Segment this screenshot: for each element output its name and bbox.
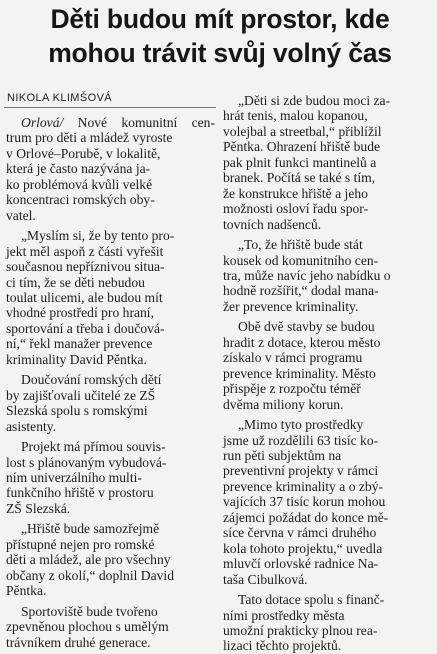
text-line: kriminality David Pěntka. (6, 351, 147, 367)
text-line: taša Cibulková. (223, 571, 308, 587)
headline-line-2: mohou trávit svůj volný čas (48, 38, 392, 68)
text-line: získalo v rámci programu (223, 350, 363, 366)
text-line: síce června v rámci druhého (223, 525, 377, 541)
byline-divider (4, 107, 216, 108)
dateline-place: Orlová/ (21, 115, 64, 130)
text-line: občany z okolí,“ doplnil David (6, 567, 174, 583)
text-line: prevence kriminality a o zbý- (223, 478, 384, 494)
text-line: hrát tenis, malou kopanou, (223, 108, 368, 124)
text-line: Pěntka. Ohrazení hřiště bude (223, 139, 381, 155)
text-line: ními prostředky města (223, 607, 345, 623)
paragraph (6, 228, 215, 367)
text-line: by zajišťovali učitelé ze ZŠ (6, 387, 156, 403)
paragraph (6, 604, 215, 650)
paragraph (223, 237, 432, 314)
text-line: ko problémová kvůli velké (6, 176, 153, 192)
author-byline: NIKOLA KLIMŠOVÁ (7, 92, 113, 104)
text-line: přispěje z rozpočtu téměř (223, 381, 361, 397)
text-line: trávníkem druhé generace. (6, 634, 151, 650)
text-line: Sportoviště bude tvořeno (21, 603, 158, 619)
text-line: že konstrukce hřiště a jeho (223, 185, 368, 201)
text-line: trum pro děti a mládež vyroste (6, 130, 173, 146)
paragraph (223, 592, 432, 654)
headline-line-1: Děti budou mít prostor, kde (50, 4, 390, 34)
paragraph (223, 93, 432, 232)
text-line: ZŠ Slezská. (6, 500, 71, 516)
article-column-left (6, 115, 215, 650)
paragraph (6, 115, 215, 223)
text-line: „Myslím si, že by tento pro- (21, 228, 175, 244)
text-line: dvěma miliony korun. (223, 396, 344, 412)
text-line: jsme už rozdělili 63 tisíc ko- (223, 432, 379, 448)
text-line: jekt měl aspoň z části vyřešit (6, 243, 164, 259)
text-line: v Orlové–Porubě, v lokalitě, (6, 145, 161, 161)
text-line: toulat ulicemi, ale budou mít (6, 289, 163, 305)
text-line: zpevněnou plochou s umělým (6, 619, 169, 635)
text-line: vajících 37 tisíc korun mohou (223, 494, 386, 510)
paragraph (6, 521, 215, 598)
text-line: koncentraci romských oby- (6, 192, 155, 208)
text-line: „To, že hřiště bude stát (238, 237, 363, 253)
text-line: lost s plánovaným vybudová- (6, 454, 167, 470)
article-headline (8, 2, 432, 70)
text-line: „Hřiště bude samozřejmě (21, 521, 160, 537)
text-line: ní,“ řekl manažer prevence (6, 336, 153, 352)
text-line: vhodné prostředí pro hraní, (6, 305, 154, 321)
text-line: tovních nadšenců. (223, 216, 322, 232)
text-line: zájemci požádat do konce mě- (223, 509, 389, 525)
text-line: prevence kriminality. Město (223, 365, 376, 381)
text-line: Slezská spolu s romskými (6, 403, 148, 419)
paragraph (6, 439, 215, 516)
text-line: asistenty. (6, 418, 57, 434)
text-line: Obě dvě stavby se budou (238, 319, 375, 335)
text-line: volejbal a streetbal,“ přiblížil (223, 123, 382, 139)
text-line: run pěti subjektům na (223, 447, 342, 463)
article-column-right (223, 93, 432, 654)
text-line: současnou nepříznivou situa- (6, 259, 165, 275)
text-line: kousek od komunitního cen- (223, 252, 379, 268)
text-line: děti a mládež, ale pro všechny (6, 552, 171, 568)
paragraph (223, 417, 432, 587)
text-line: „Mimo tyto prostředky (238, 417, 364, 433)
text-line: Tato dotace spolu s finanč- (238, 592, 385, 608)
text-line: ním univerzálního multi- (6, 469, 142, 485)
text-line: žer prevence kriminality. (223, 298, 359, 314)
text-line: branek. Počítá se také s tím, (223, 170, 376, 186)
paragraph (6, 372, 215, 434)
text-line: která je často nazývána ja- (6, 161, 151, 177)
text-line: preventivní projekty v rámci (223, 463, 379, 479)
text-line: hodně rozšířit,“ dodal mana- (223, 283, 379, 299)
text-line: umožní prakticky plnou rea- (223, 622, 378, 638)
text-line: lizaci těchto projektů. (223, 638, 342, 654)
text-line: Pěntka. (6, 583, 47, 599)
paragraph (223, 319, 432, 412)
text-line: mluvčí orlovské radnice Na- (223, 556, 379, 572)
text-line: pak plnit funkci mantinelů a (223, 154, 377, 170)
text-line: sportování a třeba i doučová- (6, 320, 165, 336)
text-line: Orlová/ Nové komunitní cen- (21, 115, 215, 130)
text-line: hradit z dotace, kterou město (223, 334, 381, 350)
text-line: možnosti osloví řadu spor- (223, 201, 369, 217)
text-line: ci tím, že se děti nebudou (6, 274, 145, 290)
text-line: „Děti si zde budou moci za- (238, 93, 391, 108)
text-line: kola tohoto projektu,“ uvedla (223, 540, 383, 556)
text-line: tra, může navíc jeho nabídku o (223, 267, 391, 283)
text-line: Doučování romských dětí (21, 372, 162, 388)
text-line: Projekt má přímou souvis- (21, 439, 166, 455)
text-line: funkčního hřiště v prostoru (6, 485, 154, 501)
text-line: přístupné nejen pro romské (6, 536, 155, 552)
text-line: vatel. (6, 207, 36, 223)
